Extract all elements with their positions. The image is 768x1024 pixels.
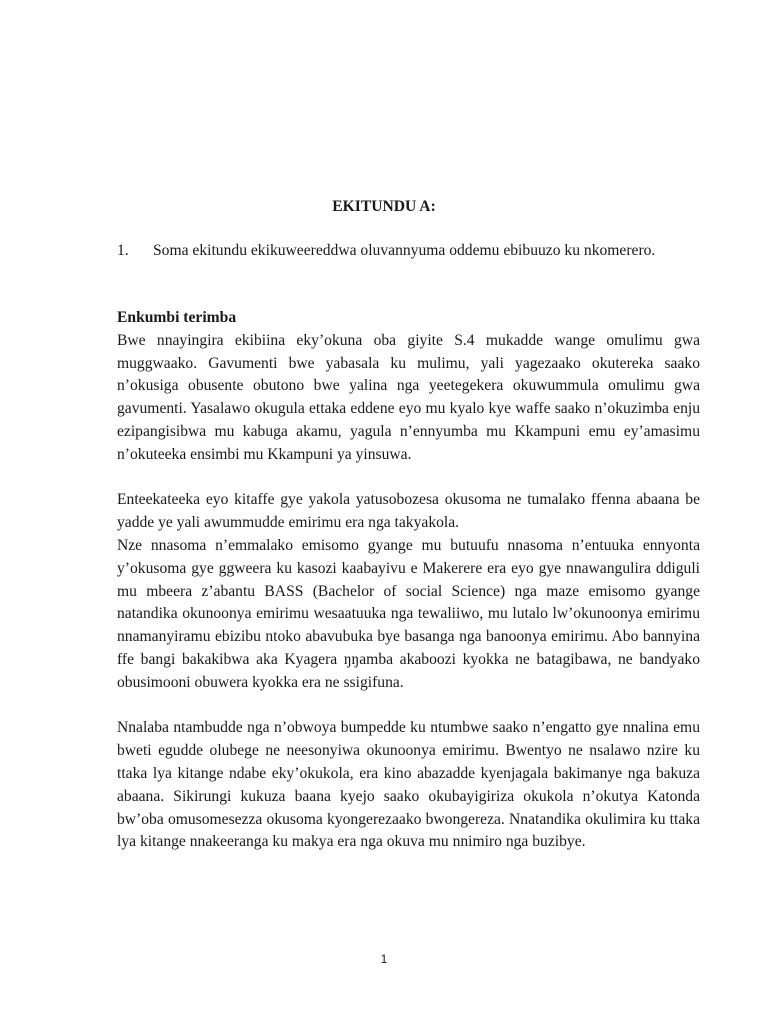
paragraph-spacer	[117, 695, 700, 718]
instruction-text: Soma ekitundu ekikuweereddwa oluvannyuma oddemu ebibuuzo ku nkomerero.	[153, 242, 656, 259]
passage-paragraph-2: Enteekateeka eyo kitaffe gye yakola yatusobozesa okusoma ne tumalako ffenna abaana be yadde ye yali awummudde emirimu era nga takyakola.	[117, 491, 700, 532]
instruction-item	[117, 240, 700, 263]
paragraph-spacer	[117, 467, 700, 490]
instruction-number: 1.	[117, 242, 129, 259]
passage-paragraph-1: Bwe nnayingira ekibiina eky’okuna oba giyite S.4 mukadde wange omulimu gwa muggwaako. Gavumenti bwe yabasala ku mulimu, yali yagezaako okutereka saako n’okusiga obusente obutono bwe yalina nga yeetegekera okuwummula omulimu gwa gavumenti. Yasalawo okugula ettaka eddene eyo mu kyalo kye waffe saako n’okuzimba enju ezipangisibwa mu kabuga akamu, yagula n’ennyumba mu Kkampuni emu ey’amasimu n’okuteeka ensimbi mu Kkampuni ya yinsuwa.	[117, 331, 700, 463]
section-heading: EKITUNDU A:	[332, 198, 436, 215]
page-number: 1	[380, 952, 388, 966]
passage-title: Enkumbi terimba	[117, 309, 237, 326]
passage-paragraph-3: Nze nnasoma n’emmalako emisomo gyange mu butuufu nnasoma n’entuuka ennyonta y’okusoma gye ggweera ku kasozi kaabayivu e Makerere era eyo gye nnawangulira ddiguli mu mbeera z’abantu BASS (Bachelor of social Science) nga maze emisomo gyange natandika okunoonya emirimu wesaatuuka nga tewaliiwo, mu lutalo lw’okunoonya emirimu nnamanyiramu ebizibu ntoko abavubuka bye basanga nga banoonya emirimu. Abo bannyina ffe bangi bakakibwa aka Kyagera ŋŋamba akaboozi kyokka ne batagibawa, ne bandyako obusimooni obuwera kyokka era ne ssigifuna.	[117, 536, 700, 691]
passage-paragraph-4: Nnalaba ntambudde nga n’obwoya bumpedde ku ntumbwe saako n’engatto gye nnalina emu bweti egudde olubege ne neesonyiwa okunoonya emirimu. Bwentyo ne nsalawo nzire ku ttaka lya kitange ndabe eky’okukola, era kino abazadde kyenjagala bakimanye nga bakuza abaana. Sikirungi kukuza baana kyejo saako okubayigiriza okukola n’okutya Katonda bw’oba omusomesezza okusoma kyongerezaako bwongereza. Nnatandika okulimira ku ttaka lya kitange nnakeeranga ku makya era nga okuva mu nnimiro nga buzibye.	[117, 719, 700, 851]
passage	[117, 307, 700, 854]
